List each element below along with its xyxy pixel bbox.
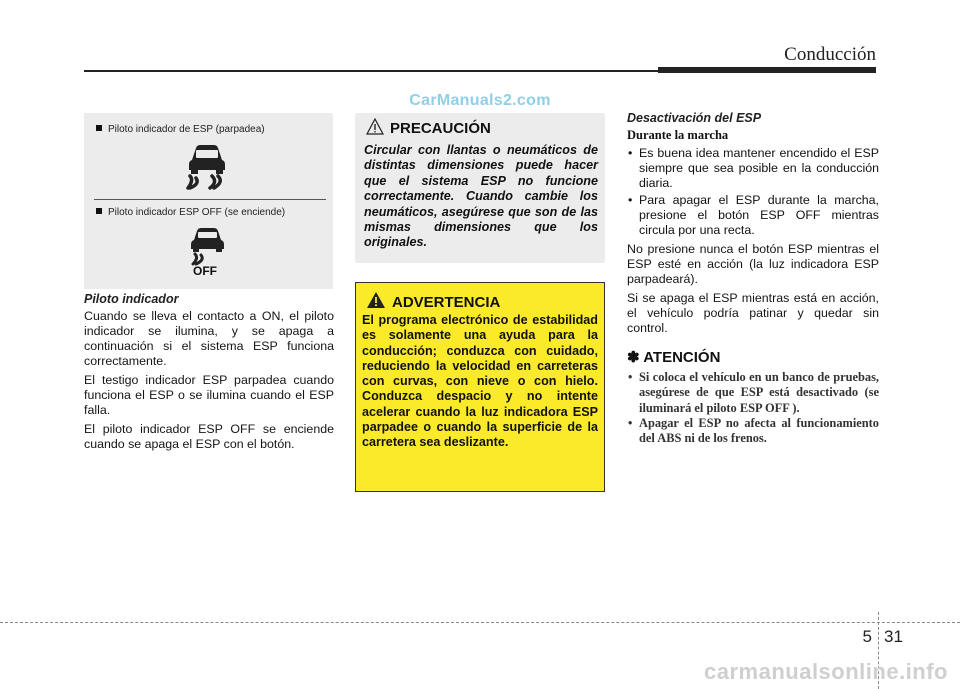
page-number: 31 xyxy=(884,627,903,646)
warning-title: ADVERTENCIA xyxy=(392,294,501,311)
square-bullet-icon xyxy=(96,125,102,131)
off-indicator-caption: Piloto indicador ESP OFF (se enciende) xyxy=(96,207,285,218)
footer-rule xyxy=(0,622,960,623)
paragraph: El testigo indicador ESP parpadea cuando funciona el ESP o se ilumina cuando el ESP falla. xyxy=(84,373,334,417)
square-bullet-icon xyxy=(96,208,102,214)
paragraph: Si se apaga el ESP mientras está en acción, el vehículo podría patinar y quedar sin control. xyxy=(627,291,879,335)
watermark-bottom[interactable]: carmanualsonline.info xyxy=(704,659,948,684)
watermark-top[interactable]: CarManuals2.com xyxy=(409,92,551,109)
indicator-divider xyxy=(94,199,326,200)
paragraph: No presione nunca el botón ESP mientras el ESP esté en acción (la luz indicadora ESP parpadeará). xyxy=(627,242,879,286)
section-heading: Desactivación del ESP xyxy=(627,111,762,125)
warning-text: El programa electrónico de estabilidad es solamente una ayuda para la conducción; conduzca con cuidado, reduciendo la velocidad en carreteras con curvas, con nieve o con hielo. Conduzca despacio y no intente acelerar cuando la luz indicadora ESP parpadee o cuando la superficie de la carretera sea deslizante. xyxy=(362,313,598,450)
caution-title: PRECAUCIÓN xyxy=(390,120,491,137)
bullet-list xyxy=(627,146,879,238)
header-rule xyxy=(84,70,658,72)
asterisk-icon: ✽ xyxy=(627,349,640,366)
esp-off-car-skid-icon xyxy=(183,224,233,266)
list-item: • Es buena idea mantener encendido el ESP siempre que sea posible en la conducción diaria. xyxy=(627,146,879,191)
right-column xyxy=(627,111,879,446)
paragraph: El piloto indicador ESP OFF se enciende cuando se apaga el ESP con el botón. xyxy=(84,422,334,451)
page-chapter: 5 xyxy=(862,627,872,646)
attention-list xyxy=(627,370,879,446)
warning-triangle-icon xyxy=(366,118,384,136)
attention-heading: ✽ ATENCIÓN xyxy=(627,349,721,366)
section-heading: Piloto indicador xyxy=(84,292,179,306)
list-item: • Para apagar el ESP durante la marcha, presione el botón ESP OFF mientras circula por una recta. xyxy=(627,193,879,238)
list-item: • Si coloca el vehículo en un banco de pruebas, asegúrese de que ESP está desactivado (se iluminará el piloto ESP OFF ). xyxy=(627,370,879,416)
off-label: OFF xyxy=(193,264,217,278)
list-item: • Apagar el ESP no afecta al funcionamiento del ABS ni de los frenos. xyxy=(627,416,879,447)
left-column xyxy=(84,292,334,456)
header-rule-accent xyxy=(658,67,876,73)
chapter-title: Conducción xyxy=(784,44,876,65)
caution-text: Circular con llantas o neumáticos de distintas dimensiones puede hacer que el sistema ESP no funcione correctamente. Cuando cambie los neumáticos, asegúrese que son de las mismas dimensiones que los originales. xyxy=(364,143,598,250)
esp-car-skid-icon xyxy=(180,140,234,194)
subheading: Durante la marcha xyxy=(627,128,729,142)
flashing-indicator-caption: Piloto indicador de ESP (parpadea) xyxy=(96,124,265,135)
paragraph: Cuando se lleva el contacto a ON, el piloto indicador se ilumina, y se apaga a continuación si el sistema ESP funciona correctamente. xyxy=(84,309,334,368)
warning-triangle-icon xyxy=(366,291,386,309)
